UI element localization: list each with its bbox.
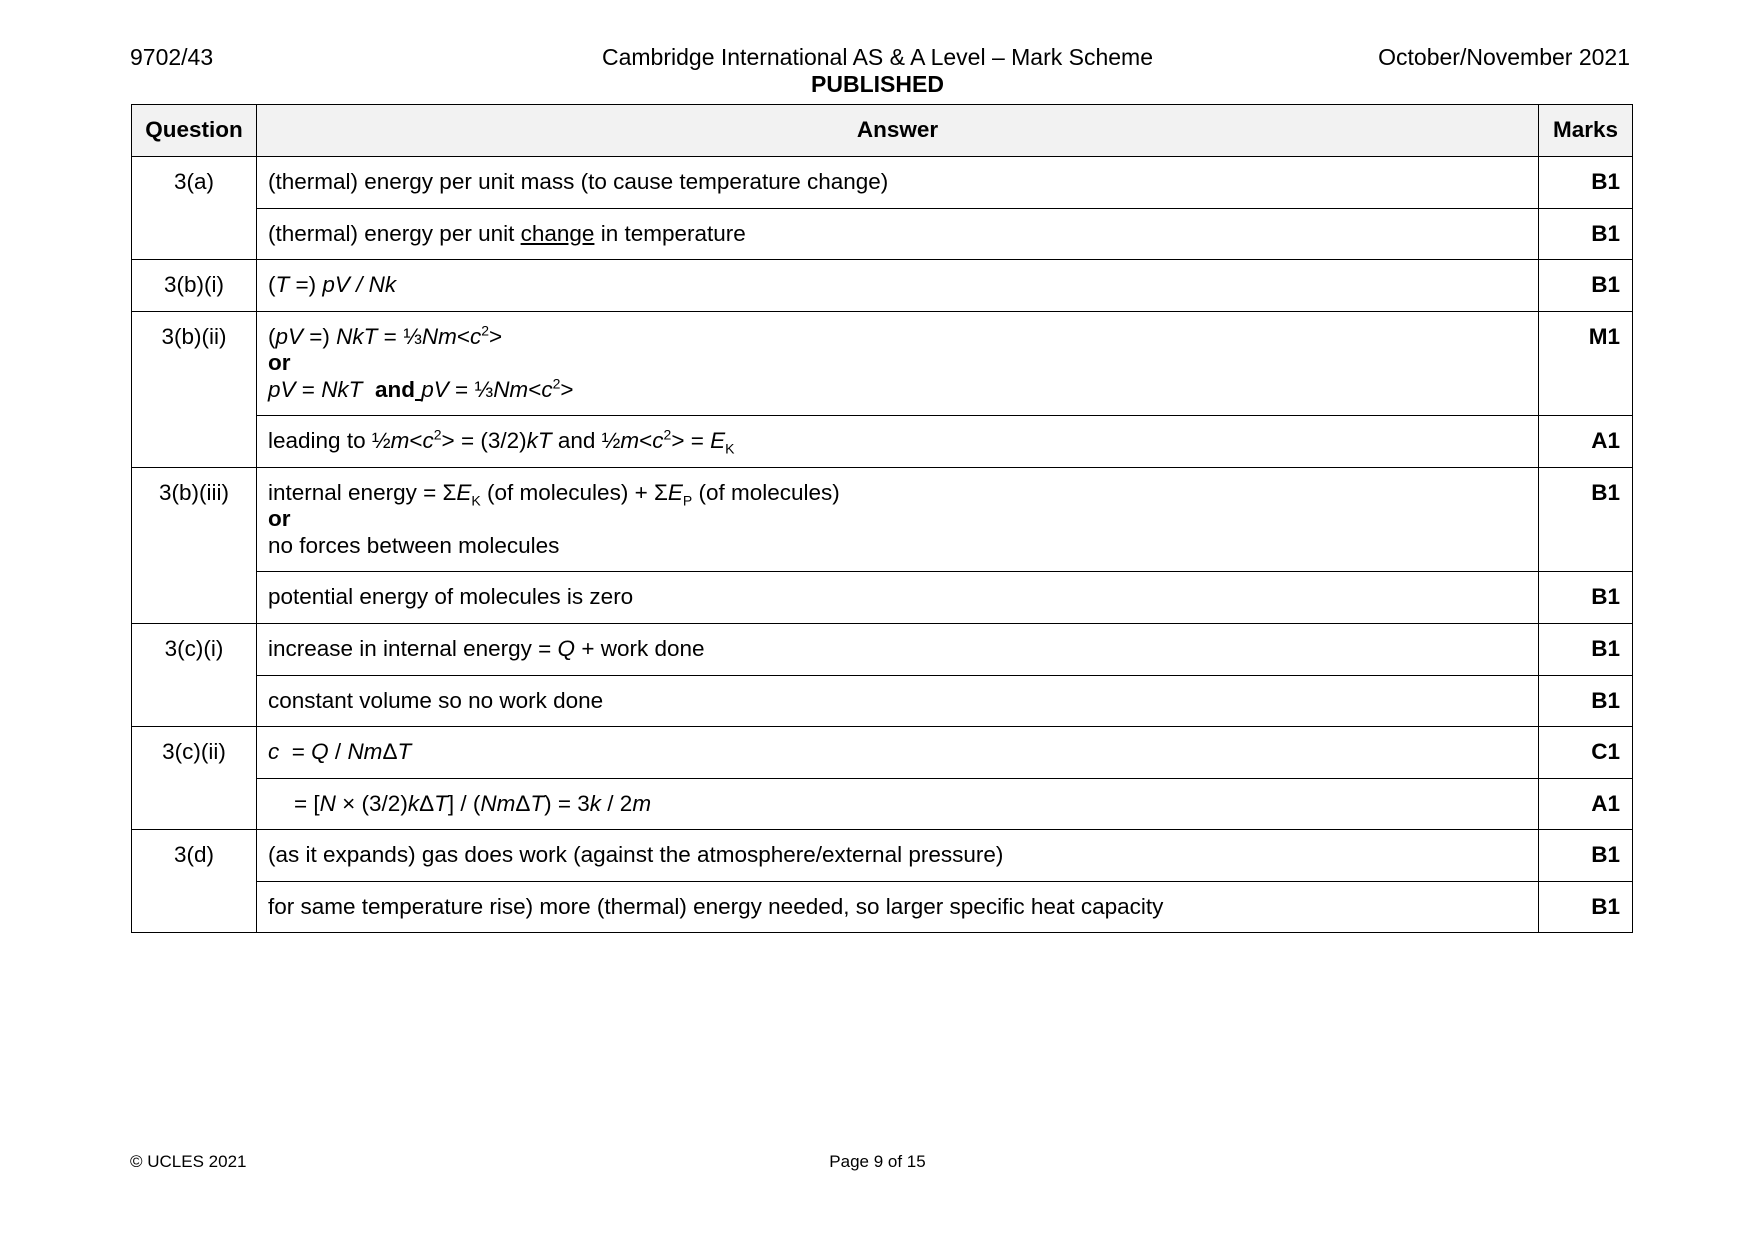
answer-text: = ⅓ [377,323,422,349]
underlined-term: change [520,220,595,246]
answer-text: =) [303,323,337,349]
formula-symbol: c [652,428,664,454]
formula-symbol: Nm [480,790,516,816]
subscript: K [725,440,735,457]
answer-text: ) = 3 [544,790,590,816]
answer-cell: potential energy of molecules is zero [257,572,1539,624]
answer-text: < [639,428,653,454]
marks-cell: C1 [1539,727,1633,779]
table-row [132,778,1633,830]
doc-code: 9702/43 [130,44,214,70]
answer-text: = [ [294,790,320,816]
formula-symbol: pV [268,376,296,402]
subscript: K [471,492,481,509]
marks-cell: B1 [1539,260,1633,312]
question-number: 3(b)(ii) [132,311,257,467]
answer-text: ( [268,272,276,298]
answer-text: Δ [515,790,531,816]
question-number: 3(c)(ii) [132,727,257,830]
answer-line [268,377,1526,404]
answer-text: Δ [419,790,435,816]
marks-cell: B1 [1539,467,1633,572]
superscript: 2 [433,426,442,443]
marks-cell: B1 [1539,830,1633,882]
answer-line [268,791,1526,818]
answer-text: increase in internal energy = [268,636,558,662]
answer-text: internal energy = Σ [268,479,457,505]
answer-text: > [560,376,574,402]
doc-status: PUBLISHED [811,71,944,97]
formula-expression: pV / Nk [322,272,397,298]
answer-line [268,480,1526,507]
copyright-notice: © UCLES 2021 [130,1152,247,1171]
question-number: 3(d) [132,830,257,933]
formula-symbol: k [407,790,420,816]
formula-symbol: kT [526,428,552,454]
answer-text: (of molecules) [692,479,840,505]
mark-scheme-table [131,104,1633,933]
marks-cell: B1 [1539,624,1633,676]
formula-symbol: pV [275,323,304,349]
answer-text: = [295,376,322,402]
answer-cell: constant volume so no work done [257,675,1539,727]
table-row [132,467,1633,572]
formula-symbol: E [456,479,472,505]
answer-text: =) [289,272,323,298]
formula-symbol: k [589,790,602,816]
answer-text: (of molecules) + Σ [480,479,668,505]
column-header-answer: Answer [257,105,1539,157]
answer-cell [257,727,1539,779]
formula-symbol: Q [311,739,329,765]
subscript: P [682,492,693,509]
formula-symbol: NkT [336,323,378,349]
page-number: Page 9 of 15 [829,1152,926,1171]
superscript: 2 [663,426,672,443]
doc-title: Cambridge International AS & A Level – Mark Scheme [601,44,1154,70]
formula-symbol: c [469,323,482,349]
formula-symbol: E [710,428,726,454]
formula-symbol: T [434,790,448,816]
formula-symbol: E [667,479,683,505]
marks-cell: B1 [1539,157,1633,209]
answer-text: ( [268,323,276,349]
answer-text: = ⅓ [448,376,494,402]
answer-text: × (3/2) [335,790,408,816]
formula-symbol: N [319,790,336,816]
table-row [132,881,1633,933]
formula-symbol: Nm [421,323,457,349]
marks-cell: M1 [1539,311,1633,416]
answer-cell [257,624,1539,676]
table-row [132,157,1633,209]
table-row [132,624,1633,676]
answer-cell: (as it expands) gas does work (against the atmosphere/external pressure) [257,830,1539,882]
formula-symbol: c [541,376,553,402]
answer-text: + work done [575,636,705,662]
marks-cell: B1 [1539,675,1633,727]
formula-symbol: T [530,790,545,816]
or-separator: or [268,506,291,532]
table-row [132,830,1633,882]
answer-text: > = [671,428,711,454]
formula-symbol: T [397,739,412,765]
formula-symbol: Nm [347,739,383,765]
answer-text: > [489,323,503,349]
answer-cell: for same temperature rise) more (thermal) energy needed, so larger specific heat capacity [257,881,1539,933]
answer-text: < [409,428,423,454]
column-header-marks: Marks [1539,105,1633,157]
table-row [132,260,1633,312]
question-number: 3(a) [132,157,257,260]
answer-text: in temperature [594,220,746,246]
superscript: 2 [481,322,490,339]
formula-symbol: NkT [321,376,363,402]
question-number: 3(c)(i) [132,624,257,727]
table-row [132,572,1633,624]
column-header-question: Question [132,105,257,157]
formula-symbol: T [275,272,290,298]
answer-text: / 2 [601,790,633,816]
doc-session: October/November 2021 [1378,44,1630,70]
table-header-row [132,105,1633,157]
question-number: 3(b)(i) [132,260,257,312]
table-row [132,727,1633,779]
table-row [132,208,1633,260]
table-row [132,675,1633,727]
formula-symbol: Nm [493,376,529,402]
answer-line [268,324,1526,351]
answer-cell: (thermal) energy per unit mass (to cause temperature change) [257,157,1539,209]
marks-cell: B1 [1539,208,1633,260]
answer-text: < [456,323,470,349]
formula-symbol: m [390,428,410,454]
answer-line: no forces between molecules [268,532,560,558]
answer-text: (thermal) energy per unit [268,220,521,246]
answer-text: and ½ [551,428,621,454]
answer-text: < [528,376,542,402]
answer-cell [257,260,1539,312]
answer-text: > = (3/2) [441,428,527,454]
formula-symbol: m [632,790,652,816]
question-number: 3(b)(iii) [132,467,257,623]
answer-text: / [328,739,348,765]
marks-cell: A1 [1539,778,1633,830]
answer-text: = [279,739,312,765]
formula-symbol: c [422,428,434,454]
answer-cell [257,311,1539,416]
table-row [132,311,1633,416]
formula-symbol: pV [421,376,449,402]
or-separator: or [268,350,291,376]
answer-cell [257,467,1539,572]
table-row [132,416,1633,468]
superscript: 2 [552,375,561,392]
answer-text: Δ [382,739,398,765]
marks-cell: B1 [1539,881,1633,933]
answer-text: ] / ( [447,790,481,816]
answer-cell [257,208,1539,260]
formula-symbol: Q [557,636,576,662]
marks-cell: A1 [1539,416,1633,468]
and-keyword: and [374,376,415,402]
answer-cell [257,778,1539,830]
answer-text: leading to ½ [268,428,391,454]
formula-symbol: c [268,739,280,765]
marks-cell: B1 [1539,572,1633,624]
formula-symbol: m [620,428,640,454]
answer-cell [257,416,1539,468]
